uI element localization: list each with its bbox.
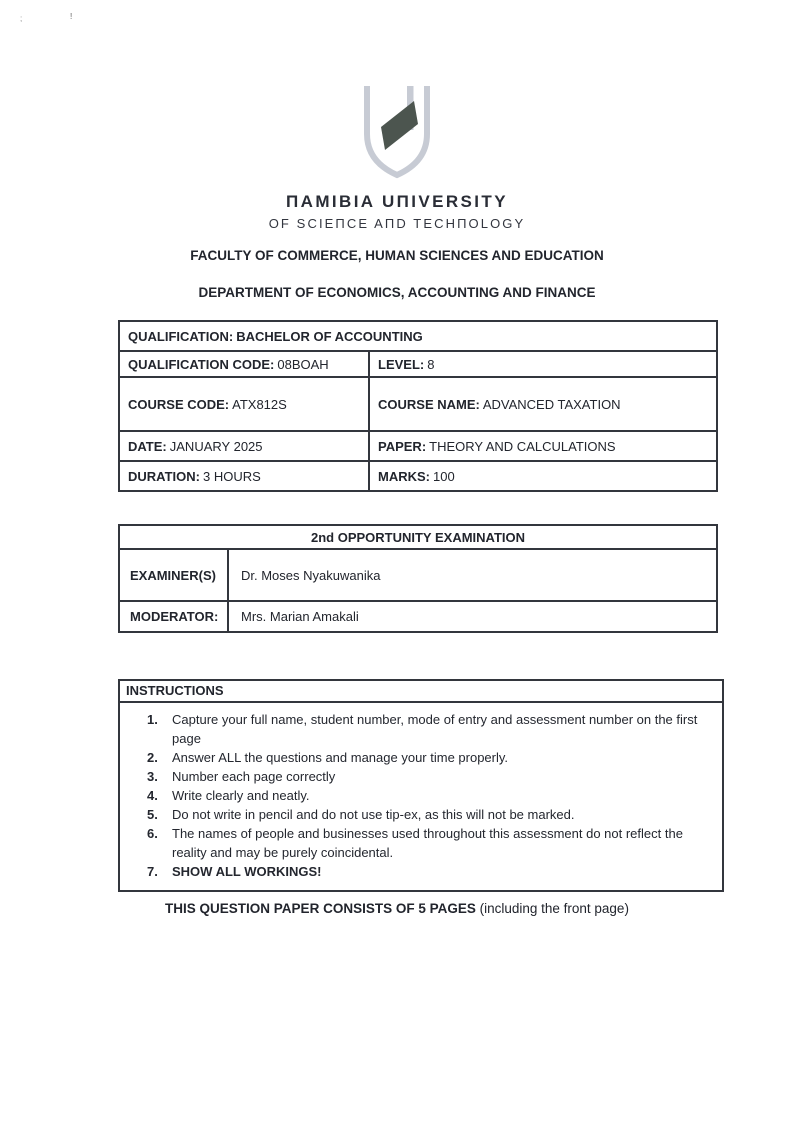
table-row-code-level: [119, 351, 717, 377]
scan-artifact: ;: [20, 14, 23, 23]
university-name: ПAMIBIA UПIVERSITY: [286, 192, 508, 211]
moderator-value-cell: [228, 601, 717, 632]
instruction-text: The names of people and businesses used throughout this assessment do not reflect the reality and may be purely coincidental.: [172, 826, 683, 860]
instruction-item: [147, 862, 714, 881]
scan-artifact: !: [70, 12, 73, 21]
table-row-qualification: [119, 321, 717, 351]
instruction-number: 7.: [147, 864, 158, 879]
page-count-note: [0, 901, 794, 916]
duration-value: 3 HOURS: [202, 468, 261, 484]
instruction-text: Answer ALL the questions and manage your time properly.: [172, 750, 509, 765]
table-row-date-paper: [119, 431, 717, 461]
page-count-normal-text: (including the front page): [475, 901, 629, 916]
instruction-item: [147, 767, 714, 786]
instruction-number: 4.: [147, 788, 158, 803]
instruction-item: [147, 786, 714, 805]
marks-label: MARKS:: [378, 468, 430, 484]
date-cell: [119, 431, 369, 461]
instruction-number: 6.: [147, 826, 158, 841]
qualification-code-value: 08BOAH: [277, 356, 329, 372]
course-name-label: COURSE NAME:: [378, 396, 480, 412]
faculty-heading: FACULTY OF COMMERCE, HUMAN SCIENCES AND EDUCATION: [190, 248, 604, 263]
examiner-value-cell: [228, 549, 717, 601]
date-value: JANUARY 2025: [169, 438, 263, 454]
duration-cell: [119, 461, 369, 491]
instruction-text: Number each page correctly: [172, 769, 336, 784]
emblem-parallelogram: [381, 101, 418, 150]
qualification-code-cell: [119, 351, 369, 377]
table-row-exam-title: [119, 525, 717, 549]
qualification-cell: [119, 321, 717, 351]
course-name-value: ADVANCED TAXATION: [482, 396, 621, 412]
paper-label: PAPER:: [378, 438, 427, 454]
examination-table: [118, 524, 718, 633]
level-value: 8: [427, 356, 435, 372]
university-emblem-icon: [357, 84, 437, 182]
paper-value: THEORY AND CALCULATIONS: [429, 438, 616, 454]
duration-label: DURATION:: [128, 468, 200, 484]
instructions-title: INSTRUCTIONS: [120, 681, 722, 703]
moderator-value: Mrs. Marian Amakali: [241, 609, 359, 624]
instruction-number: 2.: [147, 750, 158, 765]
university-logo: [0, 84, 794, 231]
instruction-number: 5.: [147, 807, 158, 822]
moderator-label-cell: [119, 601, 228, 632]
course-code-value: ATX812S: [232, 396, 287, 412]
table-row-course: [119, 377, 717, 431]
qualification-value: BACHELOR OF ACCOUNTING: [236, 328, 423, 344]
instruction-text: SHOW ALL WORKINGS!: [172, 864, 322, 879]
paper-cell: [369, 431, 717, 461]
department-heading: DEPARTMENT OF ECONOMICS, ACCOUNTING AND FINANCE: [198, 285, 596, 300]
instructions-list: [120, 710, 722, 881]
instruction-number: 1.: [147, 712, 158, 727]
exam-title-cell: 2nd OPPORTUNITY EXAMINATION: [119, 525, 717, 549]
marks-cell: [369, 461, 717, 491]
instruction-item: [147, 710, 714, 748]
qualification-code-label: QUALIFICATION CODE:: [128, 356, 275, 372]
instruction-item: [147, 824, 714, 862]
instruction-item: [147, 805, 714, 824]
instruction-text: Do not write in pencil and do not use tip-ex, as this will not be marked.: [172, 807, 575, 822]
page-count-bold-text: THIS QUESTION PAPER CONSISTS OF 5 PAGES: [165, 901, 476, 916]
marks-value: 100: [433, 468, 455, 484]
instruction-number: 3.: [147, 769, 158, 784]
course-name-cell: [369, 377, 717, 431]
course-code-cell: [119, 377, 369, 431]
qualification-label: QUALIFICATION:: [128, 328, 234, 344]
instructions-box: [118, 679, 724, 892]
instruction-item: [147, 748, 714, 767]
university-name-subtitle: OF SCIEПCE AПD TECHПOLOGY: [268, 216, 526, 231]
course-details-table: [118, 320, 718, 492]
examiner-label-cell: [119, 549, 228, 601]
instruction-text: Write clearly and neatly.: [172, 788, 310, 803]
table-row-duration-marks: [119, 461, 717, 491]
course-code-label: COURSE CODE:: [128, 396, 230, 412]
moderator-label: MODERATOR:: [130, 609, 219, 624]
table-row-moderator: [119, 601, 717, 632]
instruction-text: Capture your full name, student number, mode of entry and assessment number on the first page: [172, 712, 698, 746]
examiner-label: EXAMINER(S): [130, 567, 216, 583]
table-row-examiner: [119, 549, 717, 601]
date-label: DATE:: [128, 438, 167, 454]
examiner-value: Dr. Moses Nyakuwanika: [241, 567, 381, 583]
level-cell: [369, 351, 717, 377]
level-label: LEVEL:: [378, 356, 425, 372]
